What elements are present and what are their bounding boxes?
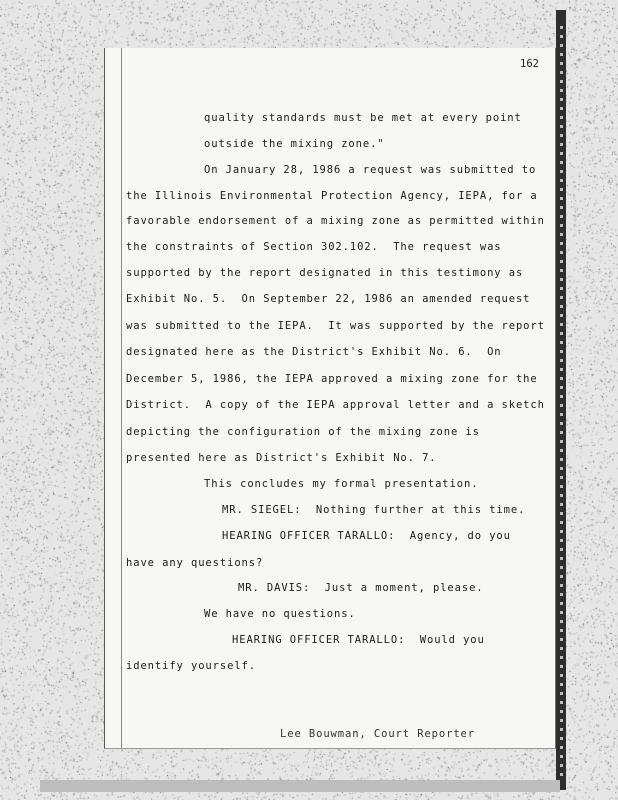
transcript-line: quality standards must be met at every point	[204, 112, 522, 124]
transcript-line: HEARING OFFICER TARALLO: Would you	[232, 634, 485, 646]
transcript-line: the Illinois Environmental Protection Agency, IEPA, for a	[126, 190, 538, 202]
transcript-line: favorable endorsement of a mixing zone as permitted within	[126, 215, 545, 227]
transcript-line: designated here as the District's Exhibit No. 6. On	[126, 346, 502, 358]
scan-binding-marks	[560, 20, 563, 780]
transcript-line: MR. SIEGEL: Nothing further at this time.	[222, 504, 526, 516]
transcript-line: On January 28, 1986 a request was submitted to	[204, 164, 537, 176]
transcript-line: the constraints of Section 302.102. The request was	[126, 241, 502, 253]
left-margin-rule	[121, 48, 122, 748]
transcript-line: HEARING OFFICER TARALLO: Agency, do you	[222, 530, 511, 542]
transcript-line: We have no questions.	[204, 608, 356, 620]
transcript-line: This concludes my formal presentation.	[204, 478, 479, 490]
transcript-line: December 5, 1986, the IEPA approved a mixing zone for the	[126, 373, 538, 385]
transcript-line: Exhibit No. 5. On September 22, 1986 an amended request	[126, 293, 531, 305]
transcript-line: presented here as District's Exhibit No. 7.	[126, 452, 437, 464]
transcript-line: MR. DAVIS: Just a moment, please.	[238, 582, 484, 594]
transcript-line: District. A copy of the IEPA approval letter and a sketch	[126, 399, 545, 411]
court-reporter-footer: Lee Bouwman, Court Reporter	[280, 728, 475, 740]
transcript-line: supported by the report designated in this testimony as	[126, 267, 524, 279]
transcript-line: have any questions?	[126, 557, 264, 569]
transcript-line: was submitted to the IEPA. It was supported by the report	[126, 320, 545, 332]
transcript-line: depicting the configuration of the mixing zone is	[126, 426, 480, 438]
transcript-line: identify yourself.	[126, 660, 256, 672]
transcript-line: outside the mixing zone."	[204, 138, 385, 150]
scan-bottom-edge	[40, 780, 560, 792]
page-number: 162	[520, 58, 539, 70]
